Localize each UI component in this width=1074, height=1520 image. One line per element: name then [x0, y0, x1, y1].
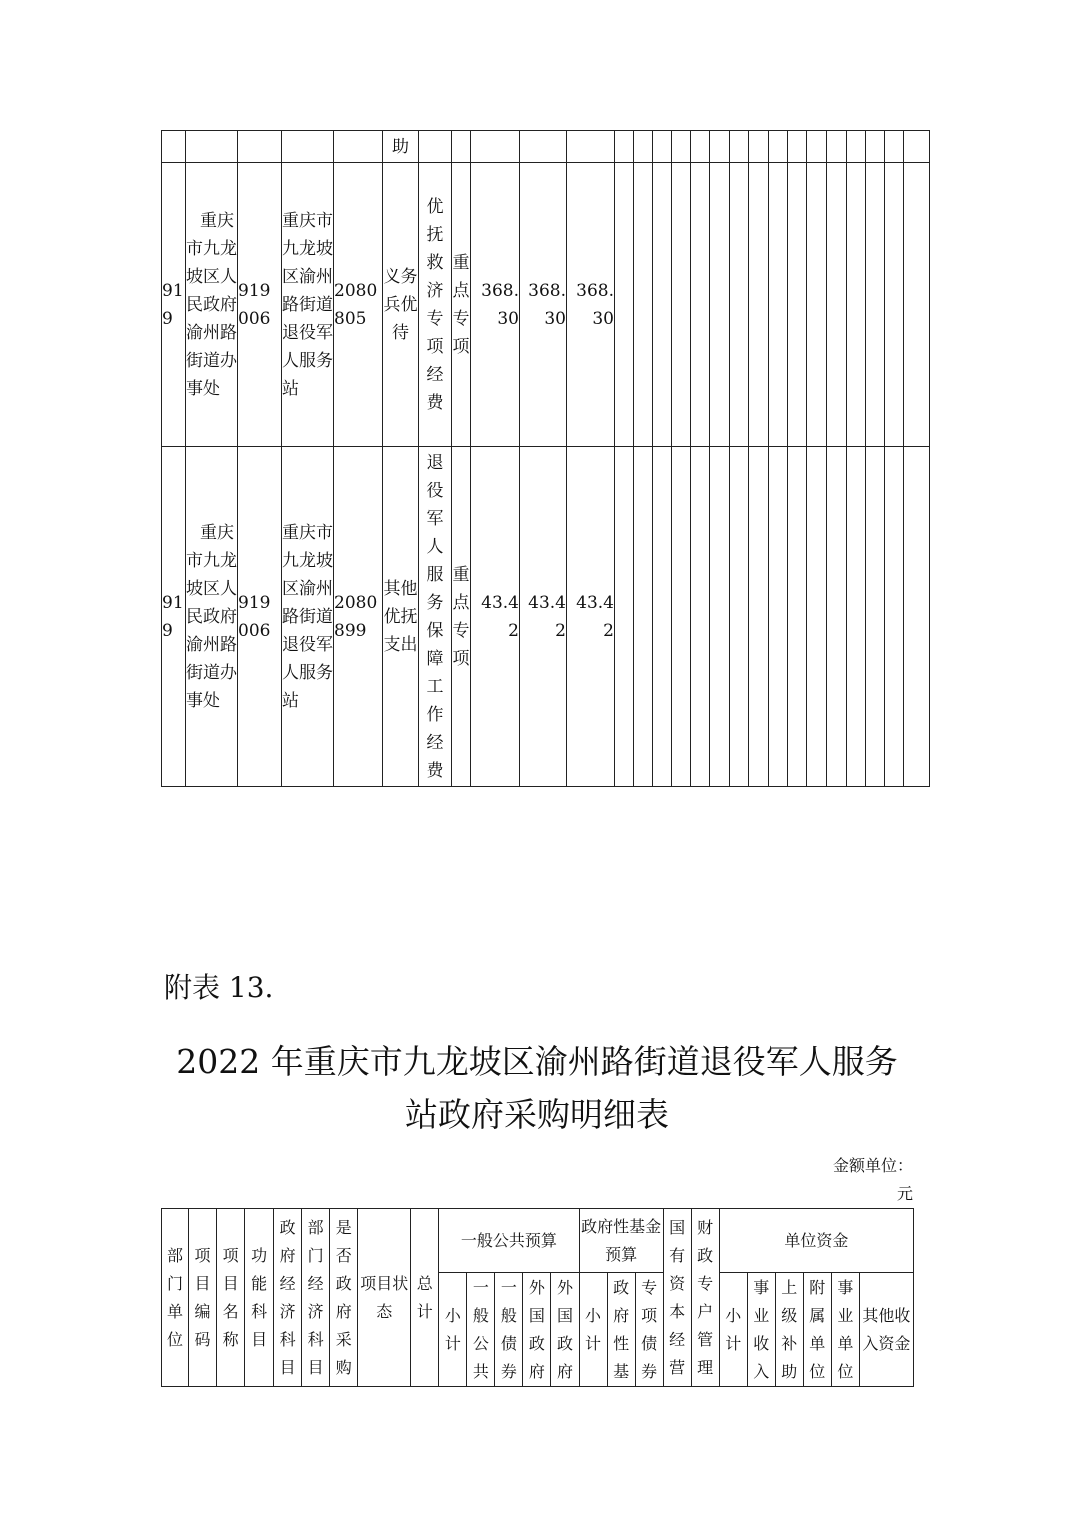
header-business-unit: 事业单位: [831, 1273, 859, 1387]
header-unit-subtotal: 小计: [719, 1273, 747, 1387]
header-group-general-budget: 一般公共预算: [439, 1209, 579, 1273]
project-type-cell: 重点专项: [452, 447, 471, 787]
project-name-cell: 退役军人服务保障工作经费: [419, 447, 452, 787]
header-func-subject: 功能科目: [245, 1209, 274, 1387]
seq-cell: 919: [162, 163, 186, 447]
header-project-status: 项目状态: [358, 1209, 411, 1387]
total-cell: 43.42: [471, 447, 520, 787]
header-gov-econ-subject: 政府经济科目: [274, 1209, 302, 1387]
procurement-table: [161, 1208, 914, 1387]
page-title: 2022 年重庆市九龙坡区渝州路街道退役军人服务: [176, 1042, 898, 1081]
func-name-cell: 义务兵优待: [383, 163, 419, 447]
header-fiscal-account: 财政专户管理: [691, 1209, 719, 1387]
header-fund-subtotal: 小计: [579, 1273, 607, 1387]
amount-unit-label: 金额单位：元: [833, 1156, 914, 1203]
header-general-public: 一般公共: [467, 1273, 495, 1387]
header-foreign-gov-1: 外国政府: [523, 1273, 551, 1387]
header-other-income: 其他收入资金: [859, 1273, 913, 1387]
table-row: [162, 131, 930, 163]
header-fund-gov: 政府性基: [607, 1273, 635, 1387]
header-general-bond: 一般债券: [495, 1273, 523, 1387]
unit-name-cell: 重庆市九龙坡区人民政府渝州路街道办事处: [186, 163, 238, 447]
subtotal-cell: 43.42: [520, 447, 567, 787]
unit-code-cell: 919006: [238, 447, 282, 787]
project-type-cell: 重点专项: [452, 163, 471, 447]
general-budget-cell: 368.30: [567, 163, 615, 447]
header-is-gov-procurement: 是否政府采购: [330, 1209, 358, 1387]
dept-name-cell: 重庆市九龙坡区渝州路街道退役军人服务站: [282, 163, 334, 447]
header-foreign-gov-2: 外国政府: [551, 1273, 579, 1387]
unit-name-cell: 重庆市九龙坡区人民政府渝州路街道办事处: [186, 447, 238, 787]
seq-cell: 919: [162, 447, 186, 787]
header-dept-econ-subject: 部门经济科目: [302, 1209, 330, 1387]
table-cell: 助: [383, 131, 419, 163]
budget-table-continued: [161, 130, 930, 787]
total-cell: 368.30: [471, 163, 520, 447]
project-name-cell: 优抚救济专项经费: [419, 163, 452, 447]
header-group-unit-funds: 单位资金: [719, 1209, 913, 1273]
header-project-name: 项目名称: [217, 1209, 245, 1387]
appendix-caption: 附表 13.: [164, 971, 274, 1004]
table-row: [162, 447, 930, 787]
header-dept-unit: 部门单位: [162, 1209, 189, 1387]
table-row: [162, 163, 930, 447]
header-project-code: 项目编码: [189, 1209, 217, 1387]
func-code-cell: 2080899: [334, 447, 383, 787]
func-code-cell: 2080805: [334, 163, 383, 447]
header-general-subtotal: 小计: [439, 1273, 467, 1387]
func-name-cell: 其他优抚支出: [383, 447, 419, 787]
header-affiliated-unit: 附属单位: [803, 1273, 831, 1387]
header-state-capital: 国有资本经营: [663, 1209, 691, 1387]
dept-name-cell: 重庆市九龙坡区渝州路街道退役军人服务站: [282, 447, 334, 787]
header-group-fund-budget: 政府性基金预算: [579, 1209, 663, 1273]
general-budget-cell: 43.42: [567, 447, 615, 787]
subtotal-cell: 368.30: [520, 163, 567, 447]
page-title-line2: 站政府采购明细表: [405, 1095, 669, 1134]
header-higher-subsidy: 上级补助: [775, 1273, 803, 1387]
header-business-income: 事业收入: [747, 1273, 775, 1387]
unit-code-cell: 919006: [238, 163, 282, 447]
header-fund-special-bond: 专项债券: [635, 1273, 663, 1387]
header-total: 总计: [411, 1209, 439, 1387]
